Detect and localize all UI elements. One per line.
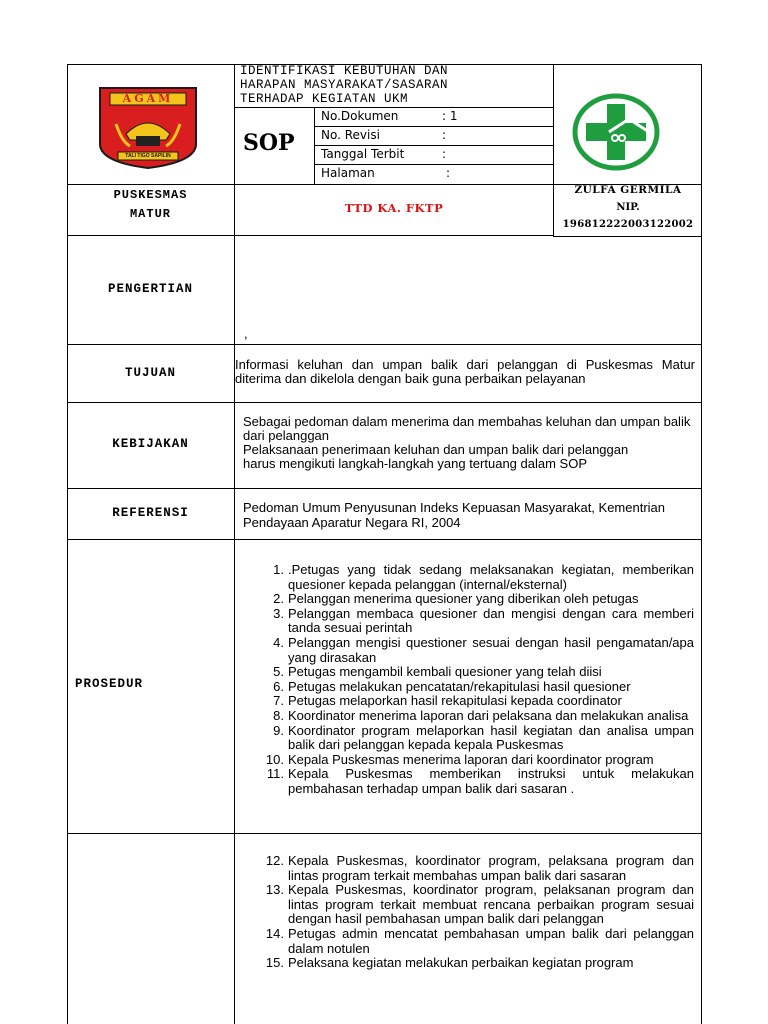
referensi-text: Pedoman Umum Penyusunan Indeks Kepuasan Masyarakat, Kementrian Pendayaan Aparatur Negara RI, 2004 — [243, 500, 666, 530]
agam-logo — [96, 84, 200, 170]
procedure-step-text: Petugas melakukan pencatatan/rekapitulasi hasil quesioner — [288, 678, 631, 694]
puskesmas-logo — [571, 92, 661, 172]
procedure-step-text: Petugas mengambil kembali quesioner yang telah diisi — [288, 664, 602, 680]
procedure-step-text: Pelanggan membaca quesioner dan mengisi dengan cara memberi tanda sesuai perintah — [288, 605, 694, 636]
org-name-line-2: MATUR — [129, 207, 171, 221]
procedure-step — [240, 753, 694, 768]
kebijakan-label: KEBIJAKAN — [112, 437, 189, 451]
org-name — [67, 186, 234, 224]
tujuan-text: Informasi keluhan dan umpan balik dari pelanggan di Puskesmas Matur diterima dan dikelola dengan baik guna perbaikan pelayanan — [235, 357, 695, 386]
kebijakan-line-1: Sebagai pedoman dalam menerima dan membahas keluhan dan umpan balik dari pelanggan — [243, 414, 691, 443]
procedure-step — [240, 927, 694, 956]
procedure-step-number: 12. — [265, 853, 284, 868]
pengertian-label: PENGERTIAN — [107, 282, 193, 296]
procedure-step — [240, 592, 694, 607]
meta-tanggal-terbit-label: Tanggal Terbit — [321, 147, 405, 161]
title-line-1: IDENTIFIKASI KEBUTUHAN DAN — [240, 64, 449, 78]
procedure-step — [240, 680, 694, 695]
procedure-step-text: Kepala Puskesmas, koordinator program, pelaksanan program dan lintas program terkait membuat rencana perbaikan program sesuai dengan hasil pembahasan umpan balik dari pelanggan — [288, 882, 694, 927]
document-title — [240, 64, 552, 106]
tujuan-label: TUJUAN — [124, 366, 176, 380]
procedure-step — [240, 636, 694, 665]
meta-halaman-label: Halaman — [321, 166, 375, 180]
procedure-step — [240, 883, 694, 927]
procedure-step — [240, 724, 694, 753]
prosedur-label: PROSEDUR — [75, 677, 144, 691]
agam-logo-title: AGAM — [122, 92, 174, 105]
procedure-step-number: 7. — [273, 693, 284, 709]
procedure-step-text: Koordinator program melaporkan hasil kegiatan dan analisa umpan balik dari pelanggan kepada kepala Puskesmas — [288, 722, 694, 753]
procedure-step-text: Pelaksana kegiatan melakukan perbaikan kegiatan program — [288, 955, 634, 971]
title-line-2: HARAPAN MASYARAKAT/SASARAN — [240, 78, 449, 92]
title-line-3: TERHADAP KEGIATAN UKM — [240, 92, 409, 106]
sop-label: SOP — [243, 130, 295, 156]
meta-no-dokumen-label: No.Dokumen — [321, 109, 399, 123]
procedure-step — [240, 767, 694, 796]
procedure-step-number: 14. — [265, 925, 284, 941]
kebijakan-line-2: Pelaksanaan penerimaan keluhan dan umpan balik dari pelanggan harus mengikuti langkah-langkah yang tertuang dalam SOP — [243, 442, 629, 471]
procedure-step-number: 8. — [273, 707, 284, 723]
procedure-step-number: 10. — [265, 751, 284, 767]
referensi-label: REFERENSI — [112, 506, 189, 520]
procedure-step-text: .Petugas yang tidak sedang melaksanakan kegiatan, memberikan quesioner kepada pelanggan (internal/eksternal) — [288, 562, 694, 592]
procedure-step-text: Kepala Puskesmas memberikan instruksi untuk melakukan pembahasan terhadap umpan balik dari sasaran . — [288, 766, 694, 796]
procedure-step-number: 4. — [273, 634, 284, 650]
meta-no-revisi-value: : — [442, 128, 447, 142]
meta-halaman-value: : — [446, 166, 451, 180]
agam-logo-motto: TALI TIGO SAPILIN — [125, 153, 171, 159]
signer-block — [554, 182, 702, 233]
procedure-step-text: Koordinator menerima laporan dari pelaksana dan melakukan analisa — [288, 707, 689, 723]
prosedur-steps — [240, 563, 694, 797]
procedure-step-number: 11. — [266, 766, 284, 782]
procedure-step — [240, 563, 694, 592]
procedure-step-text: Petugas melaporkan hasil rekapitulasi kepada coordinator — [288, 693, 622, 709]
procedure-step-text: Pelanggan mengisi questioner sesuai dengan hasil pengamatan/apa yang dirasakan — [288, 634, 694, 665]
procedure-step — [240, 694, 694, 709]
procedure-step-text: Kepala Puskesmas, koordinator program, pelaksana program dan lintas program terkait membahas umpan balik dari sasaran — [288, 853, 694, 883]
procedure-step-text: Pelanggan menerima quesioner yang diberikan oleh petugas — [288, 591, 639, 607]
procedure-step-text: Kepala Puskesmas menerima laporan dari koordinator program — [288, 751, 654, 767]
org-name-line-1: PUSKESMAS — [113, 188, 188, 202]
meta-tanggal-terbit-value: : — [442, 147, 447, 161]
signer-name: ZULFA GERMILA — [574, 184, 682, 196]
meta-no-revisi-label: No. Revisi — [321, 128, 380, 142]
procedure-step-number: 1. — [273, 562, 284, 577]
procedure-step — [240, 665, 694, 680]
procedure-step-number: 13. — [265, 882, 284, 898]
signer-nip: 196812222003122002 — [562, 219, 694, 230]
procedure-step-number: 9. — [273, 722, 284, 738]
procedure-step-number: 15. — [265, 955, 284, 971]
procedure-step — [240, 709, 694, 724]
procedure-step — [240, 854, 694, 883]
prosedur-steps-continued — [240, 854, 694, 971]
ttd-ka-fktp: TTD KA. FKTP — [344, 201, 444, 215]
tujuan-mark: , — [244, 326, 248, 341]
procedure-step — [240, 956, 694, 971]
procedure-step-text: Petugas admin mencatat pembahasan umpan balik dari pelanggan dalam notulen — [288, 925, 694, 956]
signer-nip-label: NIP. — [616, 202, 640, 213]
procedure-step-number: 6. — [273, 678, 284, 694]
procedure-step-number: 2. — [273, 591, 284, 607]
kebijakan-text — [243, 415, 695, 471]
procedure-step-number: 5. — [273, 664, 284, 680]
procedure-step-number: 3. — [273, 605, 284, 621]
procedure-step — [240, 607, 694, 636]
meta-no-dokumen-value: : 1 — [442, 109, 458, 123]
